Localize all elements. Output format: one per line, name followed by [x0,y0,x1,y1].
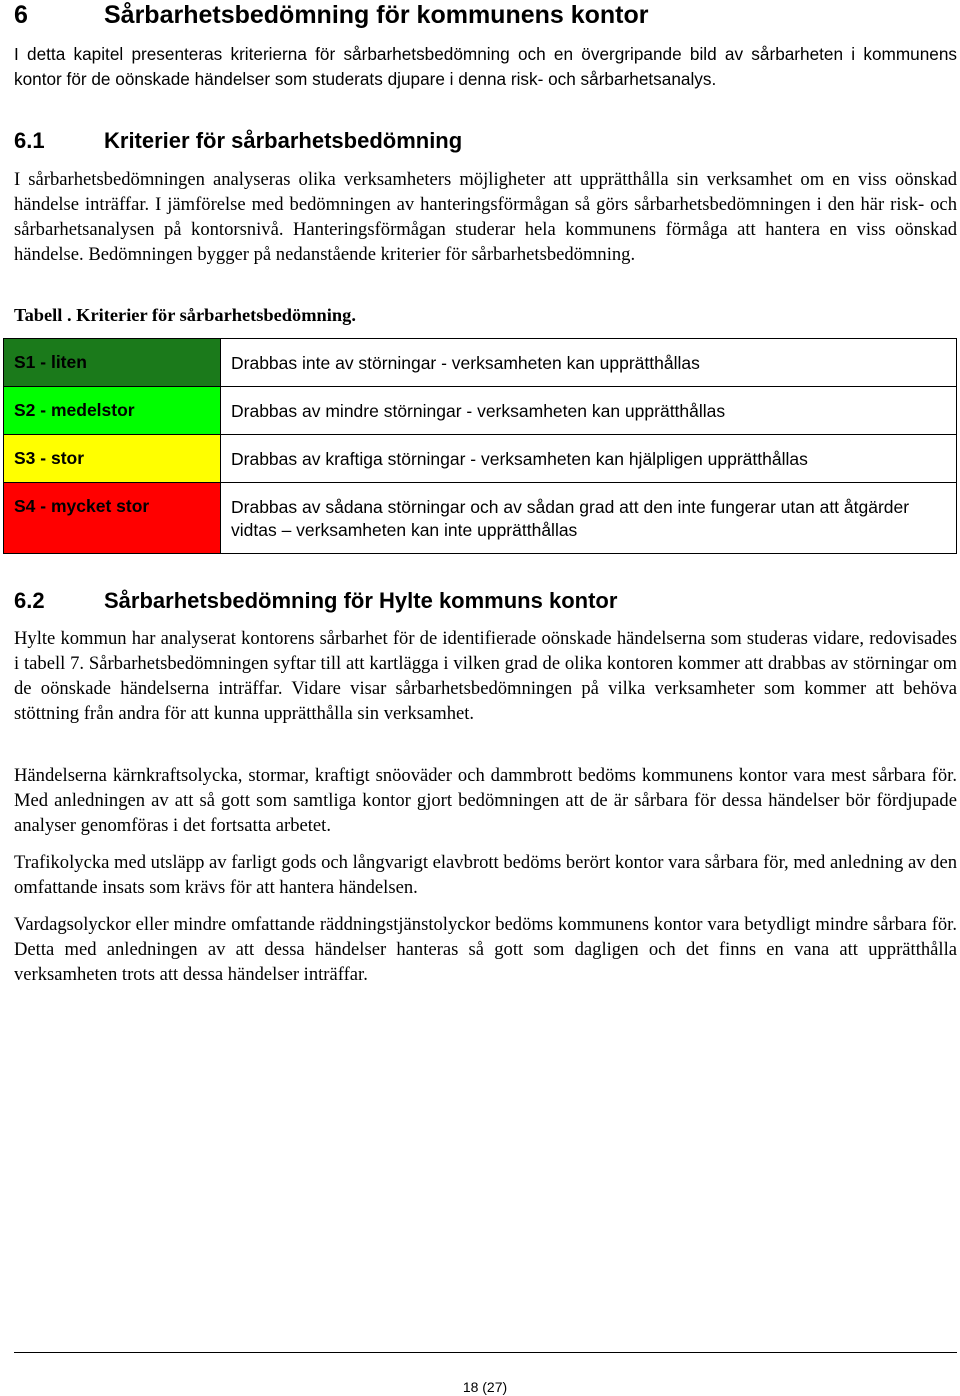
criteria-row [4,339,957,387]
criteria-row [4,435,957,483]
criteria-description: Drabbas av kraftiga störningar - verksamheten kan hjälpligen upprätthållas [221,435,957,483]
section-6-2-paragraph-1: Hylte kommun har analyserat kontorens sårbarhet för de identifierade oönskade händelserna som studeras vidare, redovisades i tabell 7. Sårbarhetsbedömningen syftar till att kartlägga i vilken grad de olika kontoren kommer att drabbas av störningar om de oönskade händelserna inträffar. Vidare visar sårbarhetsbedömningen på vilka verksamheter som kommer att behöva stöttning från andra för att kunna upprätthålla sin verksamhet. [14,628,957,724]
section-6-2-paragraph-3: Trafikolycka med utsläpp av farligt gods och långvarigt elavbrott bedöms berört kontor vara sårbara för, med anledning av den omfattande insats som krävs för att hantera händelsen. [14,852,957,898]
table-caption: Tabell . Kriterier för sårbarhetsbedömning. [14,305,356,325]
chapter-number: 6 [14,1,28,29]
page-number: 18 (27) [462,1379,508,1395]
criteria-row [4,483,957,554]
criteria-description: Drabbas av mindre störningar - verksamheten kan upprätthållas [221,387,957,435]
chapter-heading [14,0,649,30]
criteria-level: S1 - liten [4,339,221,387]
chapter-title: Sårbarhetsbedömning för kommunens kontor [104,1,649,29]
section-title: Sårbarhetsbedömning för Hylte kommuns kontor [104,588,618,613]
chapter-intro: I detta kapitel presenteras kriterierna för sårbarhetsbedömning och en övergripande bild av sårbarheten i kommunens kontor för de oönskade händelser som studerats djupare i denna risk- och sårbarhetsanalys. [14,44,957,89]
section-6-1-paragraph: I sårbarhetsbedömningen analyseras olika verksamheters möjligheter att upprätthålla sin verksamhet om en viss oönskad händelse inträffar. I jämförelse med bedömningen av hanteringsförmågan så görs sårbarhetsbedömningen i den här risk- och sårbarhetsanalysen på kontorsnivå. Hanteringsförmågan studerar hela kommunens förmåga att hantera en viss oönskad händelse. Bedömningen bygger på nedanstående kriterier för sårbarhetsbedömning. [14,169,957,265]
criteria-level: S4 - mycket stor [4,483,221,554]
footer-divider [14,1352,957,1353]
criteria-level: S3 - stor [4,435,221,483]
section-title: Kriterier för sårbarhetsbedömning [104,128,463,153]
section-heading-6-2 [14,587,617,615]
section-number: 6.2 [14,588,45,613]
criteria-description: Drabbas inte av störningar - verksamheten kan upprätthållas [221,339,957,387]
criteria-level: S2 - medelstor [4,387,221,435]
criteria-description: Drabbas av sådana störningar och av sådan grad att den inte fungerar utan att åtgärder vidtas – verksamheten kan inte upprätthållas [221,483,957,554]
criteria-row [4,387,957,435]
section-6-2-paragraph-4: Vardagsolyckor eller mindre omfattande räddningstjänstolyckor bedöms kommunens kontor vara betydligt mindre sårbara för. Detta med anledningen av att dessa händelser hanteras så gott som dagligen och det finns en vana att upprätthålla verksamheten trots att dessa händelser inträffar. [14,914,957,985]
section-number: 6.1 [14,128,45,153]
section-6-2-paragraph-2: Händelserna kärnkraftsolycka, stormar, kraftigt snöoväder och dammbrott bedöms kommunens kontor vara mest sårbara för. Med anledningen av att så gott som samtliga kontor gjort bedömningen att de är sårbara för dessa händelser bör fördjupade analyser genomföras i det fortsatta arbetet. [14,765,957,836]
section-heading-6-1 [14,127,462,155]
criteria-table [3,338,957,554]
